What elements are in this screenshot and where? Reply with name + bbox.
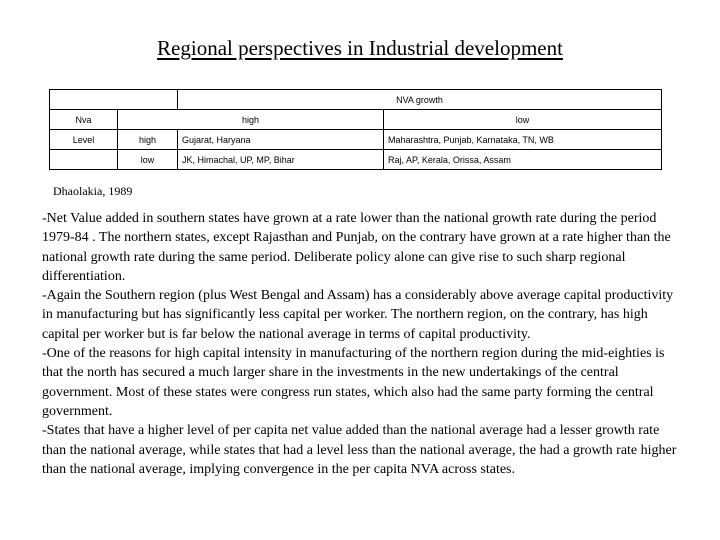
paragraph: -Again the Southern region (plus West Bengal and Assam) has a considerably above average capital productivity in manufacturing but has significantly less capital per worker. The northern region, on the contrary, has high capital per worker but is far below the national average in terms of capital productivity. — [42, 288, 674, 342]
nva-growth-table — [49, 89, 662, 170]
table-subheader-row — [50, 110, 662, 130]
paragraph: -Net Value added in southern states have grown at a rate lower than the national growth rate during the period 1979-84 . The northern states, except Rajasthan and Punjab, on the contrary have grown at a rate higher than the national growth rate during the same period. Deliberate policy alone can give rise to such sharp regional differentiation. — [42, 211, 671, 284]
cell-low-high: JK, Himachal, UP, MP, Bihar — [178, 150, 384, 170]
level-low-label: low — [118, 150, 178, 170]
header-nva-growth: NVA growth — [178, 90, 662, 110]
row-label-level: Level — [50, 130, 118, 150]
row-label-nva: Nva — [50, 110, 118, 130]
body-text — [42, 209, 682, 479]
cell-low-low: Raj, AP, Kerala, Orissa, Assam — [384, 150, 662, 170]
paragraph: -States that have a higher level of per capita net value added than the national average had a lesser growth rate than the national average, while states that had a level less than the national average, the had a growth rate higher than the national average, implying convergence in the per capita NVA across states. — [42, 423, 677, 477]
source-citation: Dhaolakia, 1989 — [53, 184, 133, 198]
cell-high-low: Maharashtra, Punjab, Karnataka, TN, WB — [384, 130, 662, 150]
table-row — [50, 150, 662, 170]
table-row — [50, 130, 662, 150]
cell-high-high: Gujarat, Haryana — [178, 130, 384, 150]
col-header-low: low — [384, 110, 662, 130]
level-high-label: high — [118, 130, 178, 150]
paragraph: -One of the reasons for high capital intensity in manufacturing of the northern region during the mid-eighties is that the north has secured a much larger share in the investments in the new undertakings of the central government. Most of these states were congress run states, which also had the same party forming the central government. — [42, 346, 665, 419]
table-header-row — [50, 90, 662, 110]
col-header-high: high — [118, 110, 384, 130]
slide-title: Regional perspectives in Industrial development — [157, 36, 563, 60]
